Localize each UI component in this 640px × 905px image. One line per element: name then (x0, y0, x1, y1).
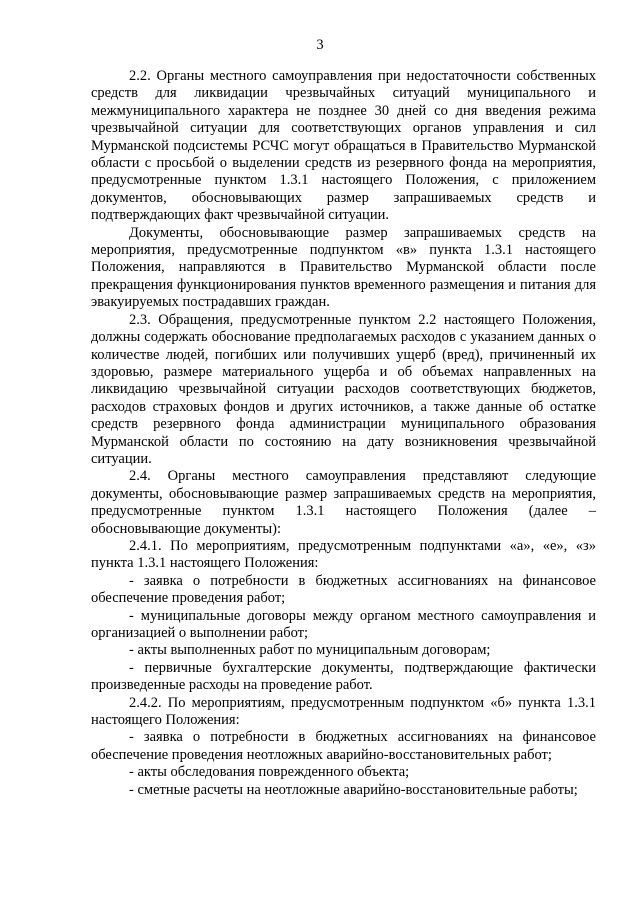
paragraph-2-4: 2.4. Органы местного самоуправления представляют следующие документы, обосновывающие размер запрашиваемых средств на мероприятия, предусмотренные пунктом 1.3.1 настоящего Положения (далее – обосновывающие документы): (91, 468, 596, 537)
list-item-emergency-funding-request: - заявка о потребности в бюджетных ассигнованиях на финансовое обеспечение проведения неотложных аварийно-восстановительных работ; (91, 729, 596, 763)
list-item-inspection-acts: - акты обследования поврежденного объекта; (129, 764, 410, 781)
list-item-work-acts: - акты выполненных работ по муниципальным договорам; (129, 642, 491, 659)
paragraph-documents-justification: Документы, обосновывающие размер запрашиваемых средств на мероприятия, предусмотренные подпунктом «в» пункта 1.3.1 настоящего Положения, направляются в Правительство Мурманской области после прекращения функционирования пунктов временного размещения и питания для эвакуируемых пострадавших граждан. (91, 224, 596, 311)
page-number: 3 (316, 37, 324, 53)
list-item-municipal-contracts: - муниципальные договоры между органом местного самоуправления и организацией о выполнении работ; (91, 607, 596, 641)
list-item-accounting-documents: - первичные бухгалтерские документы, подтверждающие фактически произведенные расходы на проведение работ. (91, 659, 596, 694)
paragraph-2-3: 2.3. Обращения, предусмотренные пунктом 2.2 настоящего Положения, должны содержать обоснование предполагаемых расходов с указанием данных о количестве людей, погибших или получивших ущерб (вред), причиненный их здоровью, размере материального ущерба и об объемах направленных на ликвидацию чрезвычайной ситуации расходов соответствующих бюджетов, расходов страховых фондов и других источников, а также данные об остатке средств резервного фонда администрации муниципального образования Мурманской области по состоянию на дату возникновения чрезвычайной ситуации. (91, 311, 596, 467)
paragraph-2-2: 2.2. Органы местного самоуправления при недостаточности собственных средств для ликвидации чрезвычайных ситуаций муниципального и межмуниципального характера не позднее 30 дней со дня введения режима чрезвычайной ситуации для соответствующих органов управления и сил Мурманской подсистемы РСЧС могут обращаться в Правительство Мурманской области с просьбой о выделении средств из резервного фонда на мероприятия, предусмотренные пунктом 1.3.1 настоящего Положения, с приложением документов, обосновывающих размер запрашиваемых средств и подтверждающих факт чрезвычайной ситуации. (91, 68, 596, 224)
list-item-cost-estimates: - сметные расчеты на неотложные аварийно-восстановительные работы; (129, 781, 578, 798)
paragraph-2-4-2: 2.4.2. По мероприятиям, предусмотренным подпунктом «б» пункта 1.3.1 настоящего Положения: (91, 694, 596, 729)
document-body (91, 68, 596, 799)
paragraph-2-4-1: 2.4.1. По мероприятиям, предусмотренным подпунктами «а», «е», «з» пункта 1.3.1 настоящего Положения: (91, 537, 596, 572)
list-item-funding-request: - заявка о потребности в бюджетных ассигнованиях на финансовое обеспечение проведения работ; (91, 572, 596, 607)
